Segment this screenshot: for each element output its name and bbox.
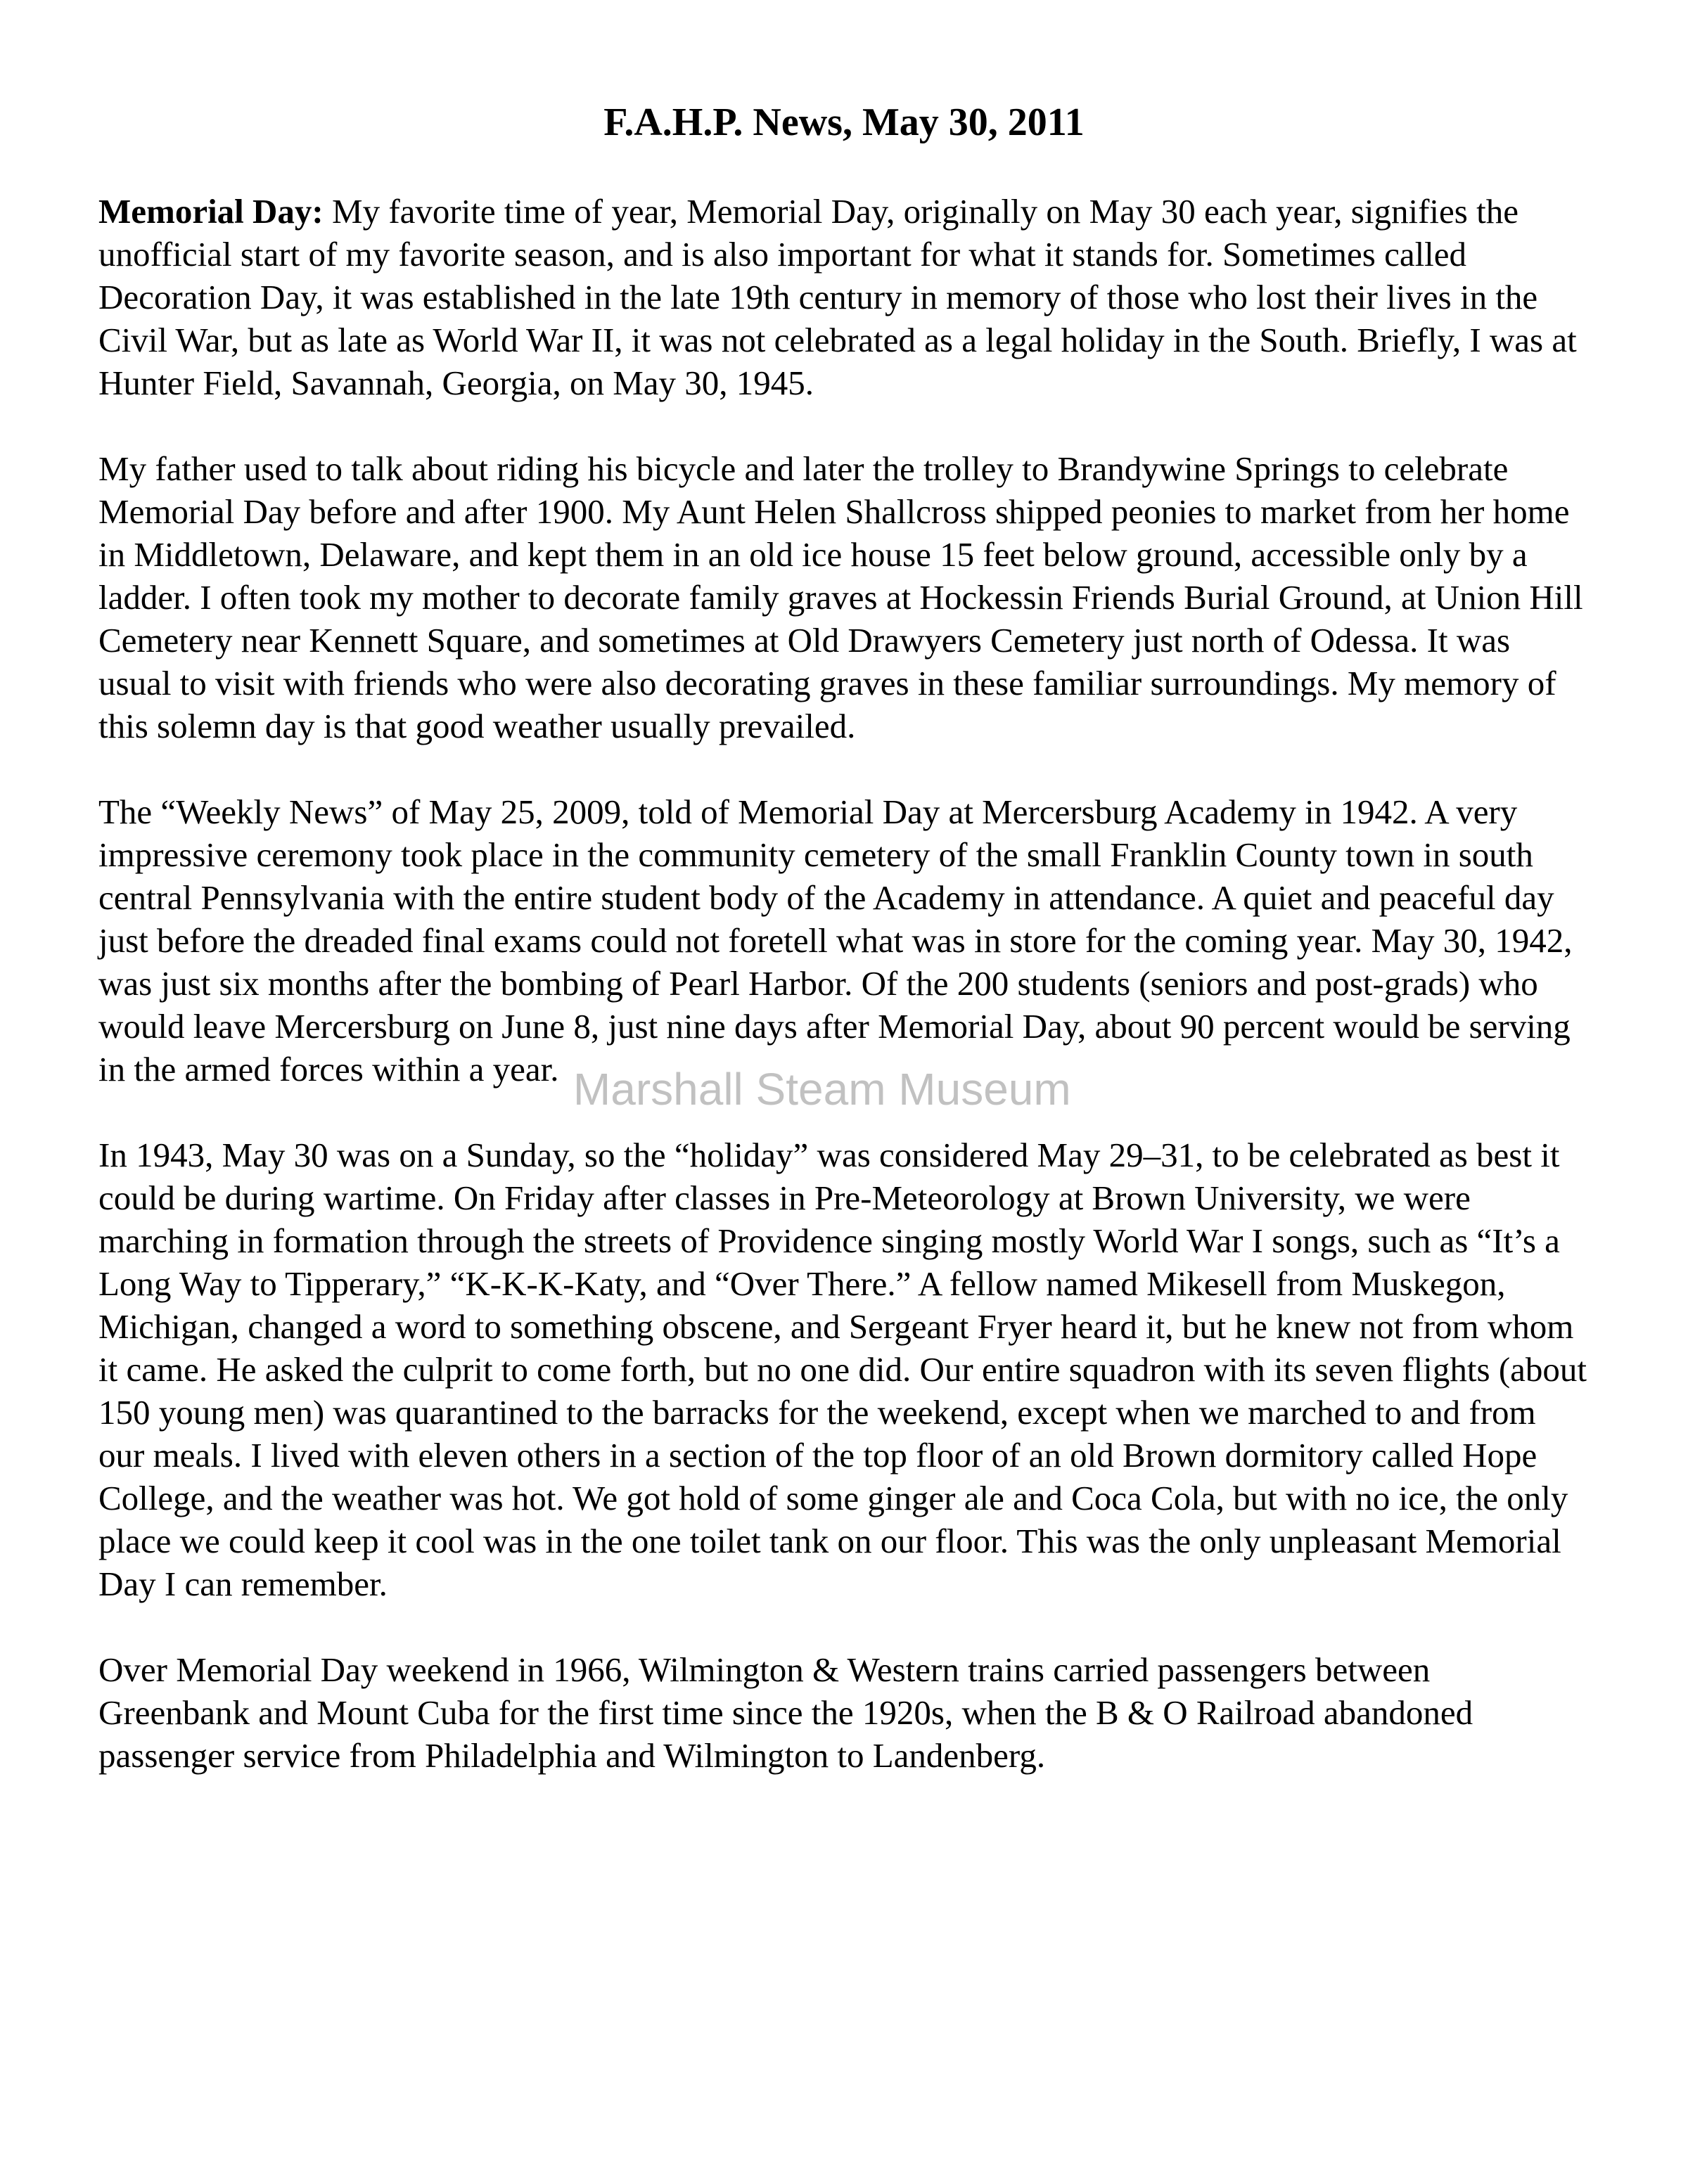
paragraph-text: Over Memorial Day weekend in 1966, Wilmington & Western trains carried passengers between Greenbank and Mount Cuba for the first time since the 1920s, when the B & O Railroad abandoned passenger service from Philadelphia and Wilmington to Landenberg. (98, 1650, 1473, 1775)
paragraph-text: My father used to talk about riding his bicycle and later the trolley to Brandywine Springs to celebrate Memorial Day before and after 1900. My Aunt Helen Shallcross shipped peonies to market from her home in Middletown, Delaware, and kept them in an old ice house 15 feet below ground, accessible only by a ladder. I often took my mother to decorate family graves at Hockessin Friends Burial Ground, at Union Hill Cemetery near Kennett Square, and sometimes at Old Drawyers Cemetery just north of Odessa. It was usual to visit with friends who were also decorating graves in these familiar surroundings. My memory of this solemn day is that good weather usually prevailed. (98, 449, 1583, 745)
paragraph-text: The “Weekly News” of May 25, 2009, told of Memorial Day at Mercersburg Academy in 1942. A very impressive ceremony took place in the community cemetery of the small Franklin County town in south central Pennsylvania with the entire student body of the Academy in attendance. A quiet and peaceful day just before the dreaded final exams could not foretell what was in store for the coming year. May 30, 1942, was just six months after the bombing of Pearl Harbor. Of the 200 students (seniors and post-grads) who would leave Mercersburg on June 8, just nine days after Memorial Day, about 90 percent would be serving in the armed forces within a year. (98, 792, 1573, 1088)
paragraph-1943-sunday (98, 1133, 1590, 1605)
document-body (98, 190, 1590, 1777)
paragraph-memorial-day (98, 190, 1590, 404)
paragraph-text: My favorite time of year, Memorial Day, originally on May 30 each year, signifies the unofficial start of my favorite season, and is also important for what it stands for. Sometimes called Decoration Day, it was established in the late 19th century in memory of those who lost their lives in the Civil War, but as late as World War II, it was not celebrated as a legal holiday in the South. Briefly, I was at Hunter Field, Savannah, Georgia, on May 30, 1945. (98, 192, 1577, 402)
paragraph-text: In 1943, May 30 was on a Sunday, so the “holiday” was considered May 29–31, to be celebrated as best it could be during wartime. On Friday after classes in Pre-Meteorology at Brown University, we were marching in formation through the streets of Providence singing mostly World War I songs, such as “It’s a Long Way to Tipperary,” “K-K-K-Katy, and “Over There.” A fellow named Mikesell from Muskegon, Michigan, changed a word to something obscene, and Sergeant Fryer heard it, but he knew not from whom it came. He asked the culprit to come forth, but no one did. Our entire squadron with its seven flights (about 150 young men) was quarantined to the barracks for the weekend, except when we marched to and from our meals. I lived with eleven others in a section of the top floor of an old Brown dormitory called Hope College, and the weather was hot. We got hold of some ginger ale and Coca Cola, but with no ice, the only place we could keep it cool was in the one toilet tank on our floor. This was the only unpleasant Memorial Day I can remember. (98, 1136, 1587, 1603)
paragraph-weekly-news (98, 790, 1590, 1091)
page-title: F.A.H.P. News, May 30, 2011 (603, 101, 1085, 144)
watermark: Marshall Steam Museum (573, 1064, 1071, 1115)
paragraph-father-bicycle (98, 447, 1590, 747)
paragraph-lead: Memorial Day: (98, 192, 324, 231)
paragraph-1966-trains (98, 1648, 1590, 1777)
